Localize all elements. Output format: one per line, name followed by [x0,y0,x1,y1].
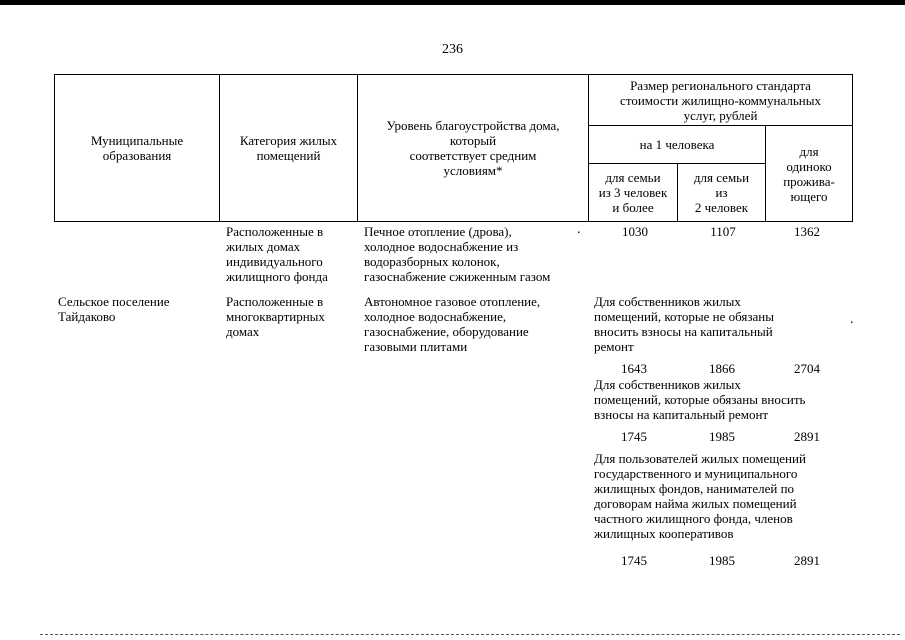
value-row1-single: 1362 [794,224,820,239]
group-b-label: Для собственников жилых помещений, которые обязаны вносить взносы на капитальный ремонт [594,377,806,422]
value-row1-family3: 1030 [622,224,648,239]
stray-dot: . [577,222,581,237]
value-a-family2: 1866 [709,361,735,376]
municipality-name: Сельское поселение Тайдаково [58,294,170,324]
value-b-family3: 1745 [621,429,647,444]
value-c-family3: 1745 [621,553,647,568]
header-municipal: Муниципальные образования [55,75,220,222]
value-b-single: 2891 [794,429,820,444]
category-apartment: Расположенные в многоквартирных домах [226,294,325,339]
header-table [54,74,853,222]
header-category: Категория жилых помещений [220,75,358,222]
page-number: 236 [442,42,463,57]
stray-dot-2: . [850,312,854,327]
value-b-family2: 1985 [709,429,735,444]
header-single: для одиноко прожива- ющего [766,126,853,222]
category-individual: Расположенные в жилых домах индивидуального жилищного фонда [226,224,328,284]
header-family2: для семьи из 2 человек [678,164,766,222]
header-family3: для семьи из 3 человек и более [589,164,678,222]
bottom-border [40,634,900,636]
value-a-family3: 1643 [621,361,647,376]
header-per-person: на 1 человека [589,126,766,164]
value-row1-family2: 1107 [710,224,736,239]
header-standard: Размер регионального стандарта стоимости жилищно-коммунальных услуг, рублей [589,75,853,126]
value-c-single: 2891 [794,553,820,568]
value-a-single: 2704 [794,361,820,376]
header-level: Уровень благоустройства дома, который соответствует средним условиям* [358,75,589,222]
level-gas-heating: Автономное газовое отопление, холодное водоснабжение, газоснабжение, оборудование газовыми плитами [364,294,541,354]
group-a-label: Для собственников жилых помещений, которые не обязаны вносить взносы на капитальный ремонт [594,294,774,354]
top-border [0,0,905,5]
value-c-family2: 1985 [709,553,735,568]
group-c-label: Для пользователей жилых помещений государственного и муниципального жилищных фондов, нанимателей по договорам найма жилых помещений частного жилищного фонда, членов жилищных кооперативов [594,451,806,541]
level-stove-heating: Печное отопление (дрова), холодное водоснабжение из водоразборных колонок, газоснабжение сжиженным газом [364,224,551,284]
